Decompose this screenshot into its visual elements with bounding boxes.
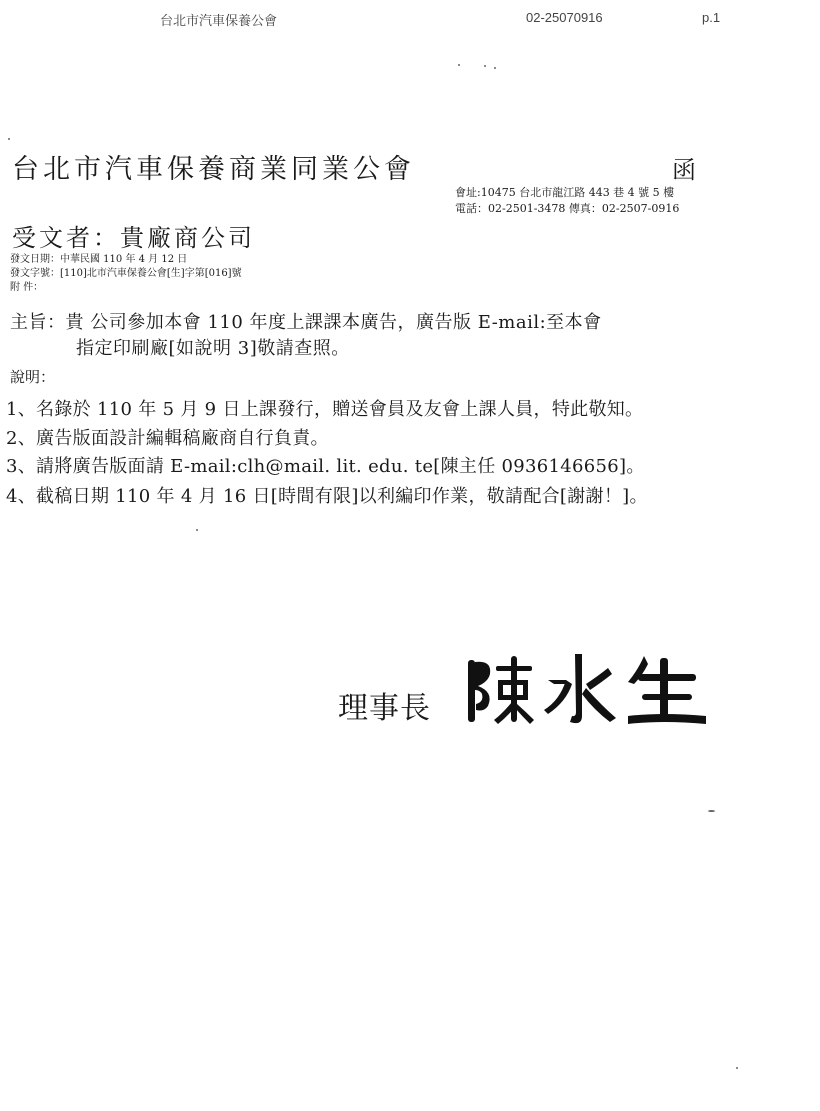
fax-header-org: 台北市汽車保養公會 — [160, 13, 278, 28]
subject — [10, 310, 602, 362]
explanation-item: 1、名錄於 110 年 5 月 9 日上課發行，贈送會員及友會上課人員，特此敬知。 — [6, 399, 644, 420]
subject-line-2: 指定印刷廠[如說明 3]敬請查照。 — [76, 338, 350, 359]
scan-speck — [484, 65, 486, 67]
scan-speck — [458, 64, 460, 66]
issue-date: 發文日期：中華民國 110 年 4 月 12 日 — [10, 254, 188, 265]
signature-stroke — [544, 654, 616, 723]
letterhead-org-name: 台北市汽車保養商業同業公會 — [12, 154, 415, 185]
chairman-signature — [462, 650, 712, 730]
explanation-item: 3、請將廣告版面請 E-mail:clh@mail. lit. edu. te[陳主任 0936146656]。 — [6, 456, 645, 477]
signature-stroke — [468, 656, 534, 724]
chairman-title: 理事長 — [338, 691, 431, 726]
letterhead-address-block — [455, 185, 679, 217]
explanation-label: 說明： — [10, 368, 56, 386]
scan-speck — [736, 1067, 738, 1069]
subject-line-1: 主旨：貴 公司參加本會 110 年度上課課本廣告，廣告版 E-mail:至本會 — [10, 312, 602, 333]
scan-speck — [708, 810, 715, 812]
scan-speck — [8, 138, 10, 140]
recipient: 受文者：貴廠商公司 — [12, 224, 255, 252]
attachment-line: 附 件： — [10, 282, 44, 293]
document-number: 發文字號：[110]北市汽車保養公會[生]字第[016]號 — [10, 268, 242, 279]
signature-stroke — [628, 656, 706, 724]
letterhead-address: 會址:10475 台北市龍江路 443 巷 4 號 5 樓 — [455, 186, 675, 199]
document-type: 函 — [672, 156, 696, 184]
scan-speck — [494, 67, 496, 69]
explanation-item: 2、廣告版面設計編輯稿廠商自行負責。 — [6, 428, 329, 449]
letterhead-contact: 電話：02-2501-3478 傳真：02-2507-0916 — [455, 202, 680, 215]
scan-speck — [196, 529, 198, 531]
fax-header-phone: 02-25070916 — [526, 10, 603, 25]
fax-header-page: p.1 — [702, 10, 721, 25]
explanation-item: 4、截稿日期 110 年 4 月 16 日[時間有限]以利編印作業，敬請配合[謝謝！]。 — [6, 486, 648, 507]
